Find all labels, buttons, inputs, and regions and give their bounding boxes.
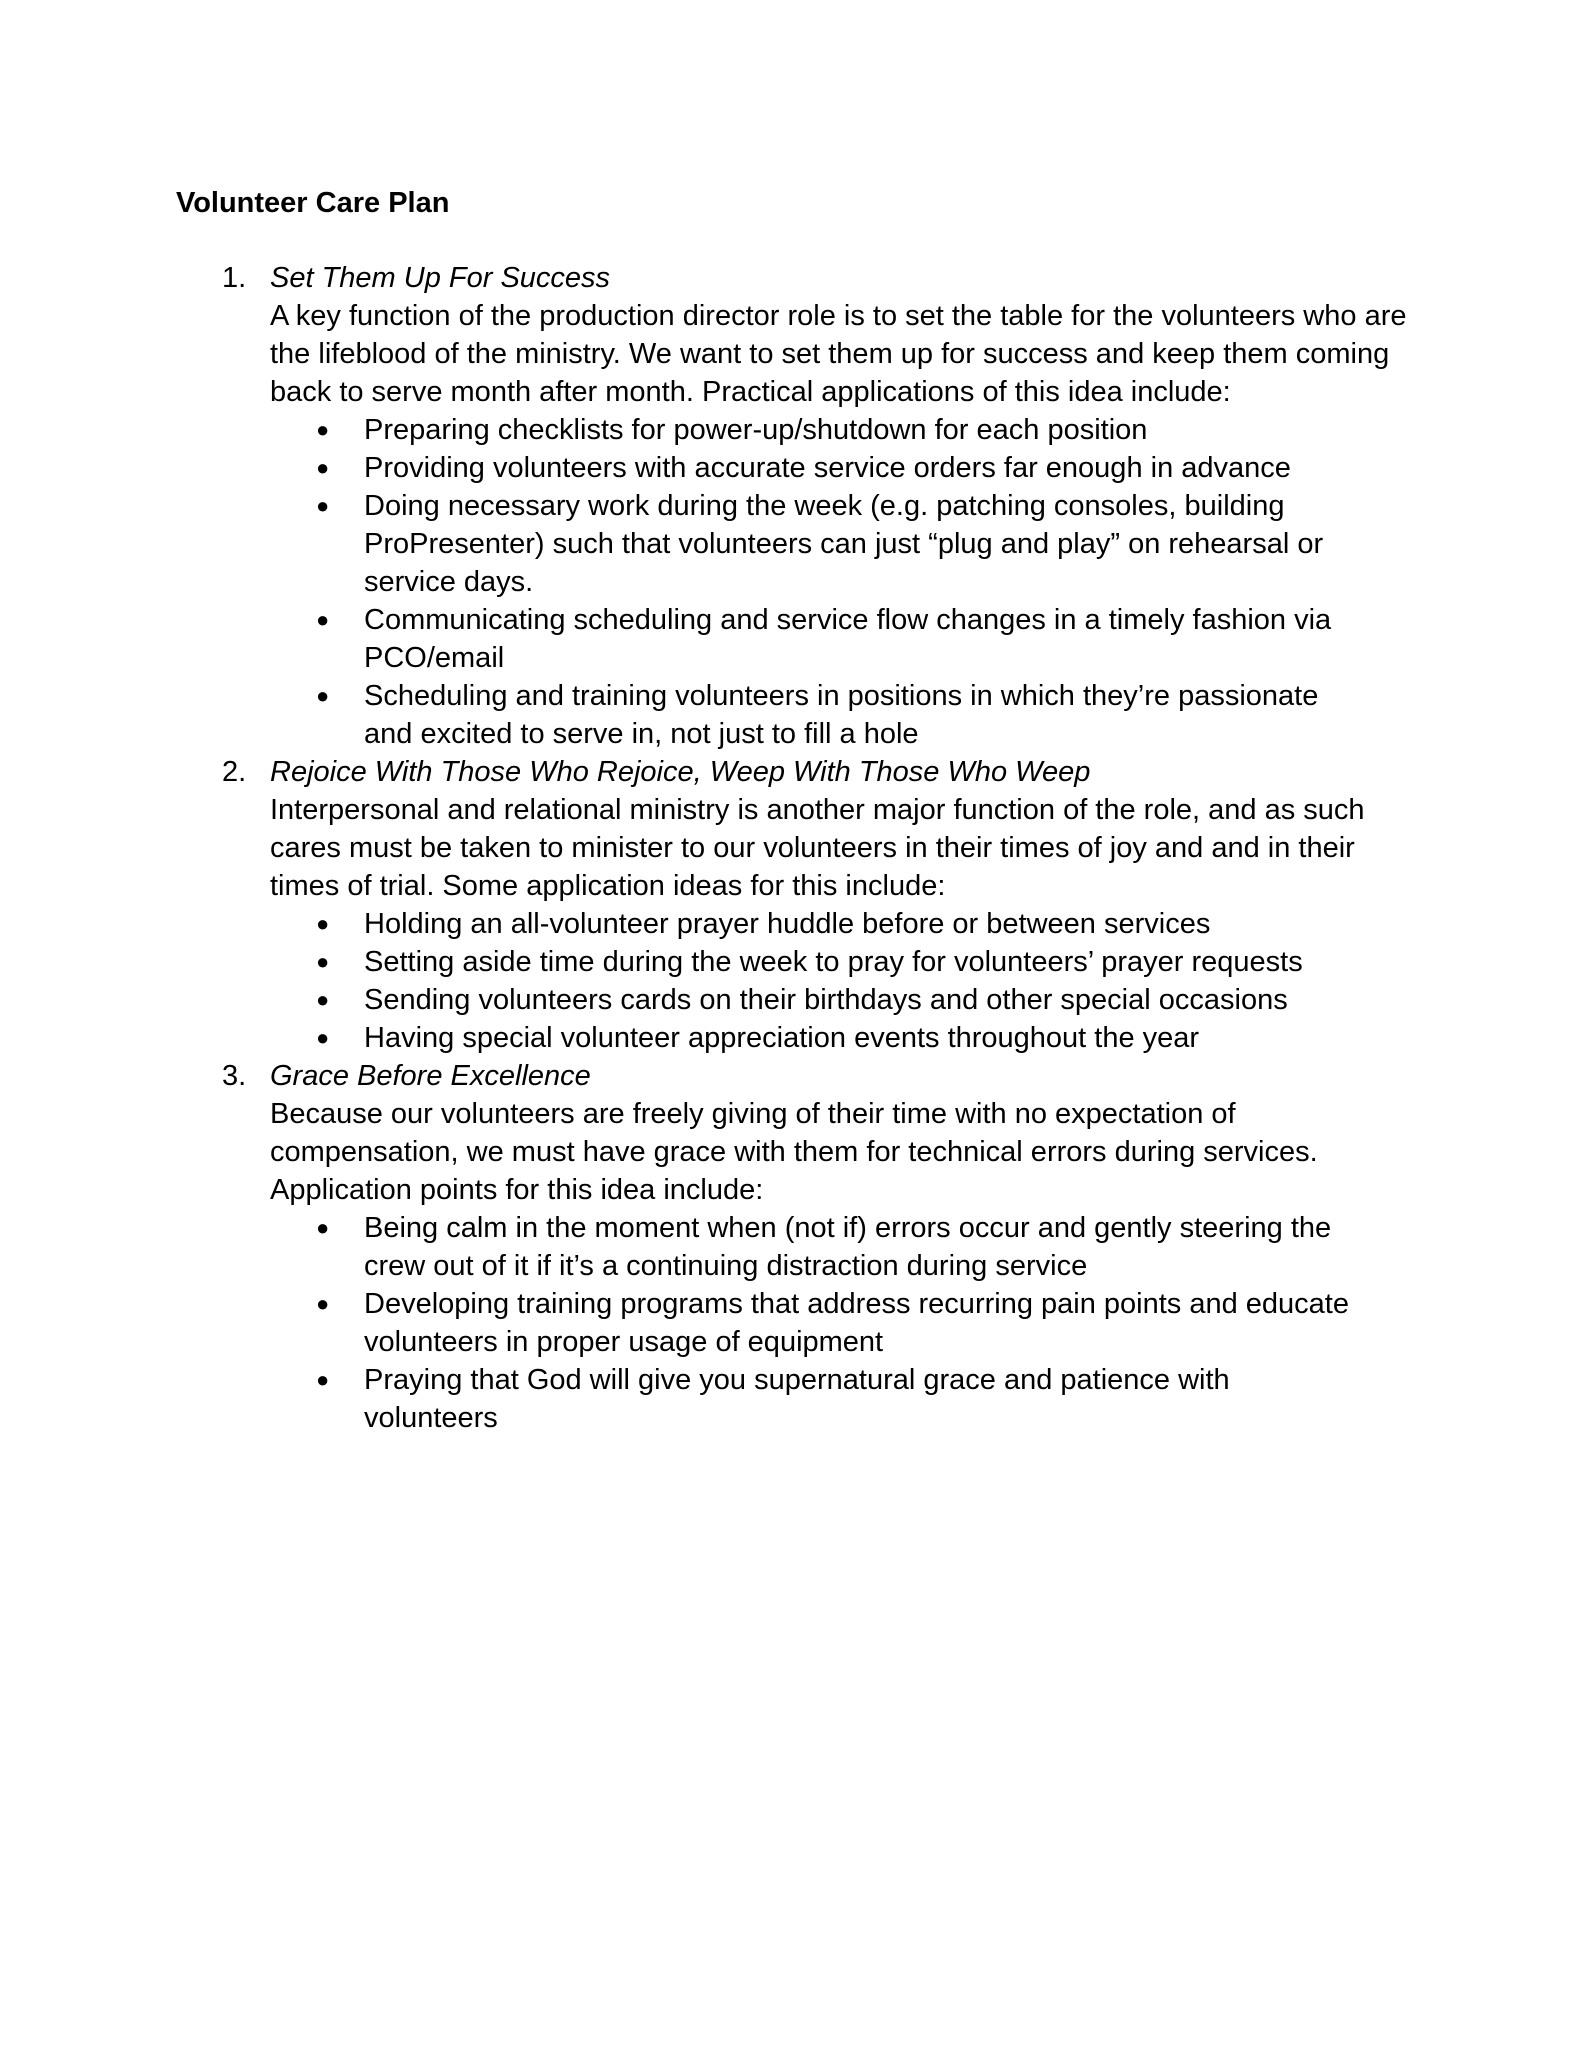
bullet-icon: ● [316, 455, 330, 480]
bullet-item [270, 1209, 1364, 1285]
bullet-icon: ● [316, 1367, 330, 1392]
section-heading: Grace Before Excellence [270, 1060, 591, 1092]
section-body: Because our volunteers are freely giving of their time with no expectation of compensation, we must have grace with them for technical errors during services. Application points for this idea include: [270, 1098, 1318, 1206]
bullet-item [270, 943, 1364, 981]
bullet-list [270, 1209, 1430, 1437]
section-body: A key function of the production director role is to set the table for the volunteers who are the lifeblood of the ministry. We want to set them up for success and keep them coming back to serve month after month. Practical applications of this idea include: [270, 300, 1407, 408]
bullet-text: Sending volunteers cards on their birthdays and other special occasions [364, 984, 1288, 1016]
bullet-text: Holding an all-volunteer prayer huddle before or between services [364, 908, 1211, 940]
bullet-icon: ● [316, 1215, 330, 1240]
bullet-text: Providing volunteers with accurate service orders far enough in advance [364, 452, 1291, 484]
section-item [0, 259, 1430, 753]
bullet-text: Setting aside time during the week to pray for volunteers’ prayer requests [364, 946, 1303, 978]
bullet-text: Having special volunteer appreciation events throughout the year [364, 1022, 1200, 1054]
bullet-text: Being calm in the moment when (not if) errors occur and gently steering the crew out of it if it’s a continuing distraction during service [364, 1212, 1332, 1282]
section-item [0, 1057, 1430, 1437]
bullet-text: Doing necessary work during the week (e.g. patching consoles, building ProPresenter) such that volunteers can just “plug and play” on rehearsal or service days. [364, 490, 1324, 598]
bullet-icon: ● [316, 1291, 330, 1316]
bullet-item [270, 905, 1364, 943]
section-heading: Rejoice With Those Who Rejoice, Weep With Those Who Weep [270, 756, 1091, 788]
bullet-list [270, 411, 1430, 753]
section-item [0, 753, 1430, 1057]
bullet-icon: ● [316, 683, 330, 708]
document-title: Volunteer Care Plan [176, 187, 450, 219]
bullet-text: Scheduling and training volunteers in positions in which they’re passionate and excited to serve in, not just to fill a hole [364, 680, 1319, 750]
bullet-icon: ● [316, 987, 330, 1012]
section-heading: Set Them Up For Success [270, 262, 611, 294]
bullet-icon: ● [316, 417, 330, 442]
bullet-item [270, 487, 1364, 601]
bullet-item [270, 411, 1364, 449]
section-list [0, 259, 1592, 1437]
bullet-item [270, 449, 1364, 487]
section-number: 1. [222, 262, 247, 294]
bullet-item [270, 601, 1364, 677]
bullet-list [270, 905, 1430, 1057]
bullet-item [270, 1285, 1364, 1361]
bullet-text: Developing training programs that address recurring pain points and educate volunteers in proper usage of equipment [364, 1288, 1349, 1358]
bullet-text: Preparing checklists for power-up/shutdown for each position [364, 414, 1148, 446]
bullet-text: Praying that God will give you supernatural grace and patience with volunteers [364, 1364, 1230, 1434]
bullet-icon: ● [316, 607, 330, 632]
bullet-item [270, 1019, 1364, 1057]
bullet-icon: ● [316, 949, 330, 974]
bullet-item [270, 677, 1364, 753]
section-number: 2. [222, 756, 247, 788]
bullet-text: Communicating scheduling and service flow changes in a timely fashion via PCO/email [364, 604, 1332, 674]
bullet-icon: ● [316, 493, 330, 518]
bullet-icon: ● [316, 1025, 330, 1050]
bullet-item [270, 981, 1364, 1019]
section-number: 3. [222, 1060, 247, 1092]
bullet-icon: ● [316, 911, 330, 936]
bullet-item [270, 1361, 1364, 1437]
section-body: Interpersonal and relational ministry is another major function of the role, and as such cares must be taken to minister to our volunteers in their times of joy and and in their times of trial. Some application ideas for this include: [270, 794, 1365, 902]
